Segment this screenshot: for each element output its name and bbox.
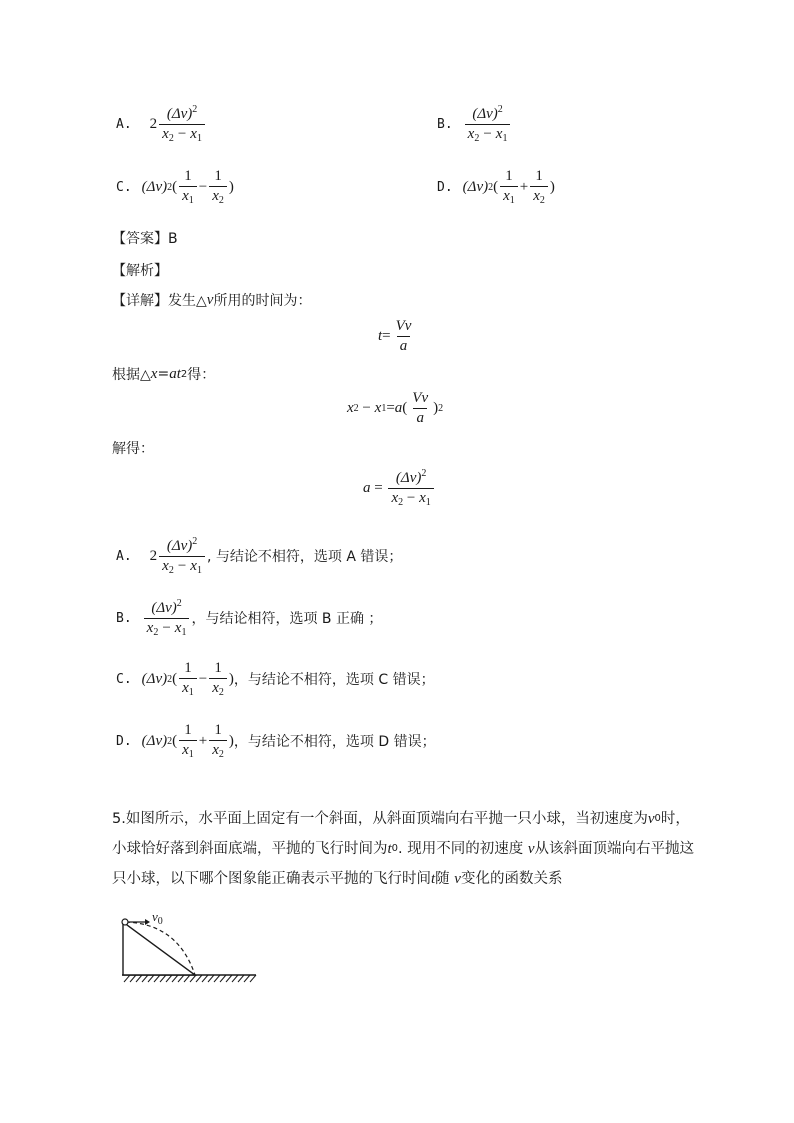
q5-line3-mid: 随 bbox=[435, 871, 455, 887]
eval-c-op: − bbox=[198, 670, 208, 687]
option-c-lp: ( bbox=[172, 178, 178, 195]
eq2-sub1: 1 bbox=[381, 403, 387, 414]
eval-a-coef: 2 bbox=[149, 547, 158, 564]
eval-b-comment: ，与结论相符，选项 B 正确 ； bbox=[191, 611, 383, 627]
option-d-frac1-num: 1 bbox=[505, 168, 513, 184]
eval-b-label: B. bbox=[116, 610, 132, 626]
q5-v0-sub: 0 bbox=[654, 813, 661, 824]
eq2-num: Vv bbox=[412, 390, 429, 406]
eval-d-frac2 bbox=[209, 722, 227, 760]
eval-a-num: (Δv) bbox=[166, 538, 193, 554]
detail-line-2-pre: 根据△ bbox=[112, 367, 151, 383]
option-d-frac1 bbox=[500, 168, 518, 206]
eval-c-frac1-num: 1 bbox=[184, 660, 192, 676]
option-d-frac2-sub: 2 bbox=[539, 195, 545, 206]
option-a-x1: x bbox=[190, 126, 197, 142]
option-a-sub2: 2 bbox=[168, 133, 174, 144]
q5-t0: t bbox=[387, 841, 392, 857]
eval-c-comment: ，与结论不相符，选项 C 错误； bbox=[233, 672, 435, 688]
q5-t0-sub: 0 bbox=[391, 843, 399, 854]
option-b-minus: − bbox=[483, 126, 492, 142]
q5-t: t bbox=[431, 871, 436, 887]
eval-c-label: C. bbox=[116, 671, 132, 687]
option-b-x1: x bbox=[495, 126, 503, 142]
option-b-label: B. bbox=[437, 116, 453, 132]
eq3-num: (Δv) bbox=[395, 470, 422, 486]
option-b-fraction bbox=[465, 104, 511, 144]
eval-c-base: (Δv) bbox=[141, 670, 168, 687]
equation-displacement bbox=[347, 390, 443, 427]
question-5-line-1 bbox=[112, 804, 702, 834]
eval-b-fraction bbox=[144, 598, 190, 638]
option-a-minus: − bbox=[177, 126, 187, 142]
eq2-rp: ) bbox=[433, 400, 439, 416]
option-a-label: A. bbox=[116, 116, 132, 132]
q5-line2-mid: . 现用不同的初速度 bbox=[398, 841, 528, 857]
eval-b-x1: x bbox=[174, 620, 182, 636]
figure-v: v bbox=[152, 909, 158, 924]
eq3-equals: = bbox=[370, 479, 387, 496]
eq3-x2: x bbox=[391, 490, 399, 506]
evaluation-c bbox=[116, 660, 435, 698]
eval-d-op: + bbox=[198, 732, 208, 749]
eq2-exp: 2 bbox=[438, 403, 444, 414]
question-5-line-3 bbox=[112, 864, 702, 894]
eq3-x1: x bbox=[419, 490, 426, 506]
solve-label: 解得： bbox=[112, 441, 154, 457]
velocity-arrowhead bbox=[145, 919, 150, 925]
eval-a-fraction bbox=[159, 536, 205, 576]
option-b-exp: 2 bbox=[497, 104, 503, 115]
question-5 bbox=[112, 804, 702, 894]
eval-d-exp: 2 bbox=[167, 735, 173, 747]
q5-line3-pre: 只小球，以下哪个图象能正确表示平抛的飞行时间 bbox=[112, 871, 431, 887]
q5-line1-end: 时， bbox=[660, 811, 690, 827]
option-a-fraction bbox=[159, 104, 205, 144]
incline-figure bbox=[118, 908, 268, 988]
option-a bbox=[116, 104, 207, 144]
option-b-x2: x bbox=[467, 126, 475, 142]
eval-a-x2: x bbox=[162, 558, 169, 574]
option-b-num: (Δv) bbox=[472, 106, 498, 122]
eval-a-minus: − bbox=[177, 558, 187, 574]
q5-v: v bbox=[527, 841, 535, 857]
eval-a-exp: 2 bbox=[192, 536, 198, 547]
eval-d-rp: ) bbox=[228, 732, 234, 749]
option-a-exp: 2 bbox=[192, 104, 198, 115]
eq2-sub2: 2 bbox=[353, 403, 359, 414]
eq3-a: a bbox=[363, 479, 371, 496]
option-b bbox=[437, 104, 512, 144]
eval-b-minus: − bbox=[162, 620, 171, 636]
detail-line-2 bbox=[112, 364, 215, 384]
option-c-frac1-num: 1 bbox=[184, 168, 192, 184]
option-d-exp: 2 bbox=[488, 181, 494, 193]
option-a-sub1: 1 bbox=[196, 133, 202, 144]
eval-b-sub2: 2 bbox=[153, 627, 159, 638]
q5-v0: v bbox=[647, 811, 655, 827]
incline-figure-svg bbox=[118, 908, 268, 988]
option-c-frac2-sub: 2 bbox=[218, 195, 224, 206]
evaluation-b bbox=[116, 598, 382, 638]
option-d-lp: ( bbox=[493, 178, 499, 195]
eval-a-comment: , 与结论不相符，选项 A 错误； bbox=[206, 549, 403, 565]
option-d-frac2-num: 1 bbox=[535, 168, 543, 184]
eval-d-label: D. bbox=[116, 733, 132, 749]
eval-c-frac2-num: 1 bbox=[214, 660, 222, 676]
option-c-op: − bbox=[198, 178, 208, 195]
eq2-fraction bbox=[409, 390, 431, 427]
eval-d-frac2-sub: 2 bbox=[218, 749, 224, 760]
eval-b-exp: 2 bbox=[176, 598, 182, 609]
detail-line-2-eq: = bbox=[157, 366, 170, 382]
eq1-den: a bbox=[397, 336, 411, 355]
equation-acceleration bbox=[363, 468, 436, 508]
eval-c-frac1-x: x bbox=[182, 680, 189, 696]
eq2-a: a bbox=[394, 400, 403, 416]
eq1-equals: = bbox=[382, 328, 391, 344]
option-d-rp: ) bbox=[549, 178, 555, 195]
detail-line-1-end: 所用的时间为： bbox=[213, 293, 312, 309]
eq3-fraction bbox=[388, 468, 433, 508]
eq2-minus: − bbox=[358, 400, 375, 416]
q5-line2-end: 从该斜面顶端向右平抛这 bbox=[534, 841, 695, 857]
eval-c-rp: ) bbox=[228, 670, 234, 687]
incline-triangle bbox=[123, 922, 195, 975]
option-b-sub1: 1 bbox=[502, 133, 508, 144]
analysis-heading: 【解析】 bbox=[112, 263, 168, 279]
eq2-x2: x bbox=[347, 400, 354, 416]
eq1-t: t bbox=[378, 328, 383, 344]
detail-line-2-exp: 2 bbox=[180, 368, 188, 380]
equation-time bbox=[378, 318, 416, 355]
eval-c-exp: 2 bbox=[167, 673, 173, 685]
evaluation-a bbox=[116, 536, 402, 576]
eval-d-frac2-num: 1 bbox=[214, 722, 222, 738]
option-d-frac2-x: x bbox=[533, 188, 540, 204]
eval-d-base: (Δv) bbox=[141, 732, 168, 749]
eval-d-frac1 bbox=[179, 722, 197, 760]
question-5-line-2 bbox=[112, 834, 702, 864]
option-b-sub2: 2 bbox=[474, 133, 480, 144]
option-c-frac1-x: x bbox=[182, 188, 189, 204]
option-c-rp: ) bbox=[228, 178, 234, 195]
eval-a-label: A. bbox=[116, 548, 132, 564]
eq2-lp: ( bbox=[402, 400, 408, 416]
option-c-exp: 2 bbox=[167, 181, 173, 193]
eval-d-frac1-x: x bbox=[182, 742, 189, 758]
eval-d-frac2-x: x bbox=[212, 742, 219, 758]
eval-c-frac2-sub: 2 bbox=[218, 687, 224, 698]
eval-a-x1: x bbox=[190, 558, 197, 574]
option-d-frac1-x: x bbox=[503, 188, 510, 204]
option-c-frac2-num: 1 bbox=[214, 168, 222, 184]
detail-line-2-t: t bbox=[176, 365, 181, 382]
eval-b-x2: x bbox=[146, 620, 154, 636]
eval-b-sub1: 1 bbox=[181, 627, 187, 638]
eq3-minus: − bbox=[403, 490, 420, 506]
eval-c-lp: ( bbox=[172, 670, 178, 687]
eval-d-lp: ( bbox=[172, 732, 178, 749]
eq2-equals: = bbox=[386, 400, 395, 416]
option-a-x2: x bbox=[162, 126, 169, 142]
eval-b-num: (Δv) bbox=[151, 600, 177, 616]
option-c-label: C. bbox=[116, 179, 132, 195]
detail-line-2-x: x bbox=[150, 365, 158, 382]
option-d-frac2 bbox=[530, 168, 548, 206]
ground-hatching bbox=[124, 975, 256, 982]
option-a-coef: 2 bbox=[149, 115, 158, 132]
option-c-frac1-sub: 1 bbox=[188, 195, 194, 206]
detail-line-1-pre: 【详解】发生△ bbox=[112, 293, 207, 309]
eval-d-comment: ，与结论不相符，选项 D 错误； bbox=[233, 734, 436, 750]
eval-c-frac1-sub: 1 bbox=[188, 687, 194, 698]
q5-line3-end: 变化的函数关系 bbox=[460, 871, 563, 887]
eval-d-frac1-sub: 1 bbox=[188, 749, 194, 760]
detail-line-1 bbox=[112, 290, 311, 310]
evaluation-d bbox=[116, 722, 436, 760]
eq3-sub2: 2 bbox=[398, 497, 404, 508]
option-d bbox=[437, 168, 555, 206]
detail-line-1-v: v bbox=[206, 291, 214, 308]
eq2-den: a bbox=[413, 408, 427, 427]
eq2-x1: x bbox=[374, 400, 382, 416]
eval-a-sub1: 1 bbox=[196, 565, 202, 576]
option-c-frac2-x: x bbox=[212, 188, 219, 204]
figure-v-sub: 0 bbox=[157, 916, 163, 927]
detail-line-2-a: a bbox=[169, 365, 177, 382]
detail-line-2-end: 得： bbox=[187, 367, 216, 383]
q5-line2-pre: 小球恰好落到斜面底端，平抛的飞行时间为 bbox=[112, 841, 388, 857]
eq1-num: Vv bbox=[395, 318, 412, 334]
answer-line: 【答案】B bbox=[112, 231, 178, 247]
eval-c-frac2-x: x bbox=[212, 680, 219, 696]
ball bbox=[122, 919, 128, 925]
option-a-num: (Δv) bbox=[166, 106, 193, 122]
eq3-exp: 2 bbox=[421, 468, 427, 479]
option-c bbox=[116, 168, 234, 206]
option-c-frac2 bbox=[209, 168, 227, 206]
figure-v0-label bbox=[152, 909, 163, 927]
option-d-op: + bbox=[519, 178, 529, 195]
option-d-label: D. bbox=[437, 179, 453, 195]
option-c-base: (Δv) bbox=[141, 178, 168, 195]
q5-line3-v: v bbox=[454, 871, 461, 887]
eval-a-sub2: 2 bbox=[168, 565, 174, 576]
option-d-base: (Δv) bbox=[462, 178, 489, 195]
option-d-frac1-sub: 1 bbox=[509, 195, 515, 206]
eval-d-frac1-num: 1 bbox=[184, 722, 192, 738]
eval-c-frac2 bbox=[209, 660, 227, 698]
q5-line1-pre: 5.如图所示，水平面上固定有一个斜面，从斜面顶端向右平抛一只小球，当初速度为 bbox=[112, 811, 648, 827]
eq3-sub1: 1 bbox=[425, 497, 431, 508]
option-c-frac1 bbox=[179, 168, 197, 206]
eq1-fraction bbox=[393, 318, 415, 355]
eval-c-frac1 bbox=[179, 660, 197, 698]
